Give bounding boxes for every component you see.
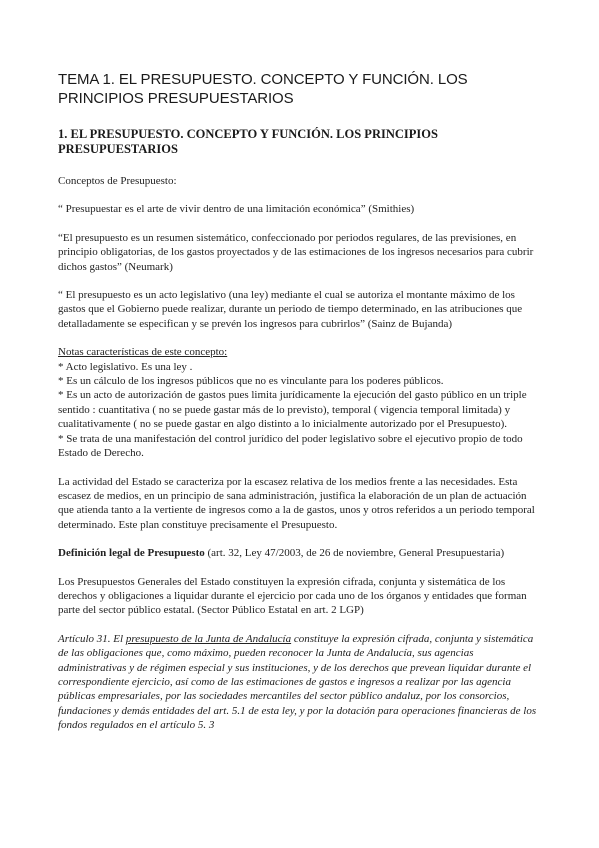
pge-paragraph: Los Presupuestos Generales del Estado constituyen la expresión cifrada, conjunta y sistemática de los derechos y obligaciones a liquidar durante el ejercicio por cada uno de los órganos y entidades que forman parte del sector público estatal. (Sector Público Estatal en art. 2 LGP) <box>58 575 527 617</box>
definicion-legal-paragraph <box>58 546 544 560</box>
definicion-legal-heading: Definición legal de Presupuesto <box>58 547 205 560</box>
section-title <box>58 127 544 156</box>
articulo-31-text: constituye la expresión cifrada, conjunta y sistemática de las obligaciones que, como máximo, pueden reconocer la Junta de Andalucía, sus agencias administrativas y de régimen especial y sus instituciones, y de los derechos que prevean liquidar durante el correspondiente ejercicio, así como de las estimaciones de gastos e ingresos a realizar por las agencia públicas empresariales, por las sociedades mercantiles del sector público andaluz, por los consorcios, fundaciones y demás entidades del art. 5.1 de esta ley, y por la dotación para operaciones financieras de los fondos regulados en el artículo 5. 3 <box>58 632 537 732</box>
conceptos-heading: Conceptos de Presupuesto: <box>58 175 177 187</box>
tema-title-line-2: PRINCIPIOS PRESUPUESTARIOS <box>58 90 294 107</box>
note-item: * Es un cálculo de los ingresos públicos que no es vinculante para los poderes públicos. <box>58 375 444 388</box>
quote-neumark: “El presupuesto es un resumen sistemático, confeccionado por periodos regulares, de las previsiones, en principio obligatorias, de los gastos proyectados y de las estimaciones de los ingresos necesarios para cubrir dichos gastos” (Neumark) <box>58 231 534 273</box>
quote-sainz-de-bujanda: “ El presupuesto es un acto legislativo (una ley) mediante el cual se autoriza el montante máximo de los gastos que el Gobierno puede realizar, durante un periodo de tiempo determinado, en las atribuciones que detalladamente se especifican y se prevén los ingresos para cubrirlos” (Sainz de Bujanda) <box>58 289 523 330</box>
section-title-line-1: 1. EL PRESUPUESTO. CONCEPTO Y FUNCIÓN. LOS PRINCIPIOS <box>58 127 438 141</box>
notes-block <box>58 345 544 460</box>
articulo-31-prefix: Artículo 31. El <box>58 632 126 645</box>
document-content <box>58 70 544 747</box>
note-item: * Se trata de una manifestación del control jurídico del poder legislativo sobre el ejecutivo propio de todo Estado de Derecho. <box>58 432 523 460</box>
notes-heading: Notas características de este concepto: <box>58 346 228 359</box>
articulo-31-underlined: presupuesto de la Junta de Andalucía <box>125 632 292 645</box>
tema-title <box>58 70 544 108</box>
articulo-31-paragraph <box>58 632 544 733</box>
note-item: * Acto legislativo. Es una ley . <box>58 360 193 373</box>
note-item: * Es un acto de autorización de gastos pues limita jurídicamente la ejecución del gasto público en un triple sentido : cuantitativa ( no se puede gastar más de lo previsto), temporal ( vigencia temporal limitada) y cualitativamente ( no se puede gastar en algo distinto a lo inicialmente autorizado por el Presupuesto). <box>58 389 527 431</box>
articulo-31-block <box>58 632 544 733</box>
actividad-paragraph: La actividad del Estado se caracteriza por la escasez relativa de los medios frente a las necesidades. Esta escasez de medios, en un principio de sana administración, justifica la elaboración de un plan de actuación que atienda tanto a la vertiente de ingresos como a la de gastos, unos y otros referidos a un periodo temporal determinado. Este plan constituye precisamente el Presupuesto. <box>58 475 535 531</box>
tema-title-line-1: TEMA 1. EL PRESUPUESTO. CONCEPTO Y FUNCIÓN. LOS <box>58 71 468 88</box>
definicion-legal-reference: (art. 32, Ley 47/2003, de 26 de noviembre, General Presupuestaria) <box>204 547 505 560</box>
section-title-line-2: PRESUPUESTARIOS <box>58 141 178 156</box>
quote-smithies: “ Presupuestar es el arte de vivir dentro de una limitación económica” (Smithies) <box>58 203 415 216</box>
